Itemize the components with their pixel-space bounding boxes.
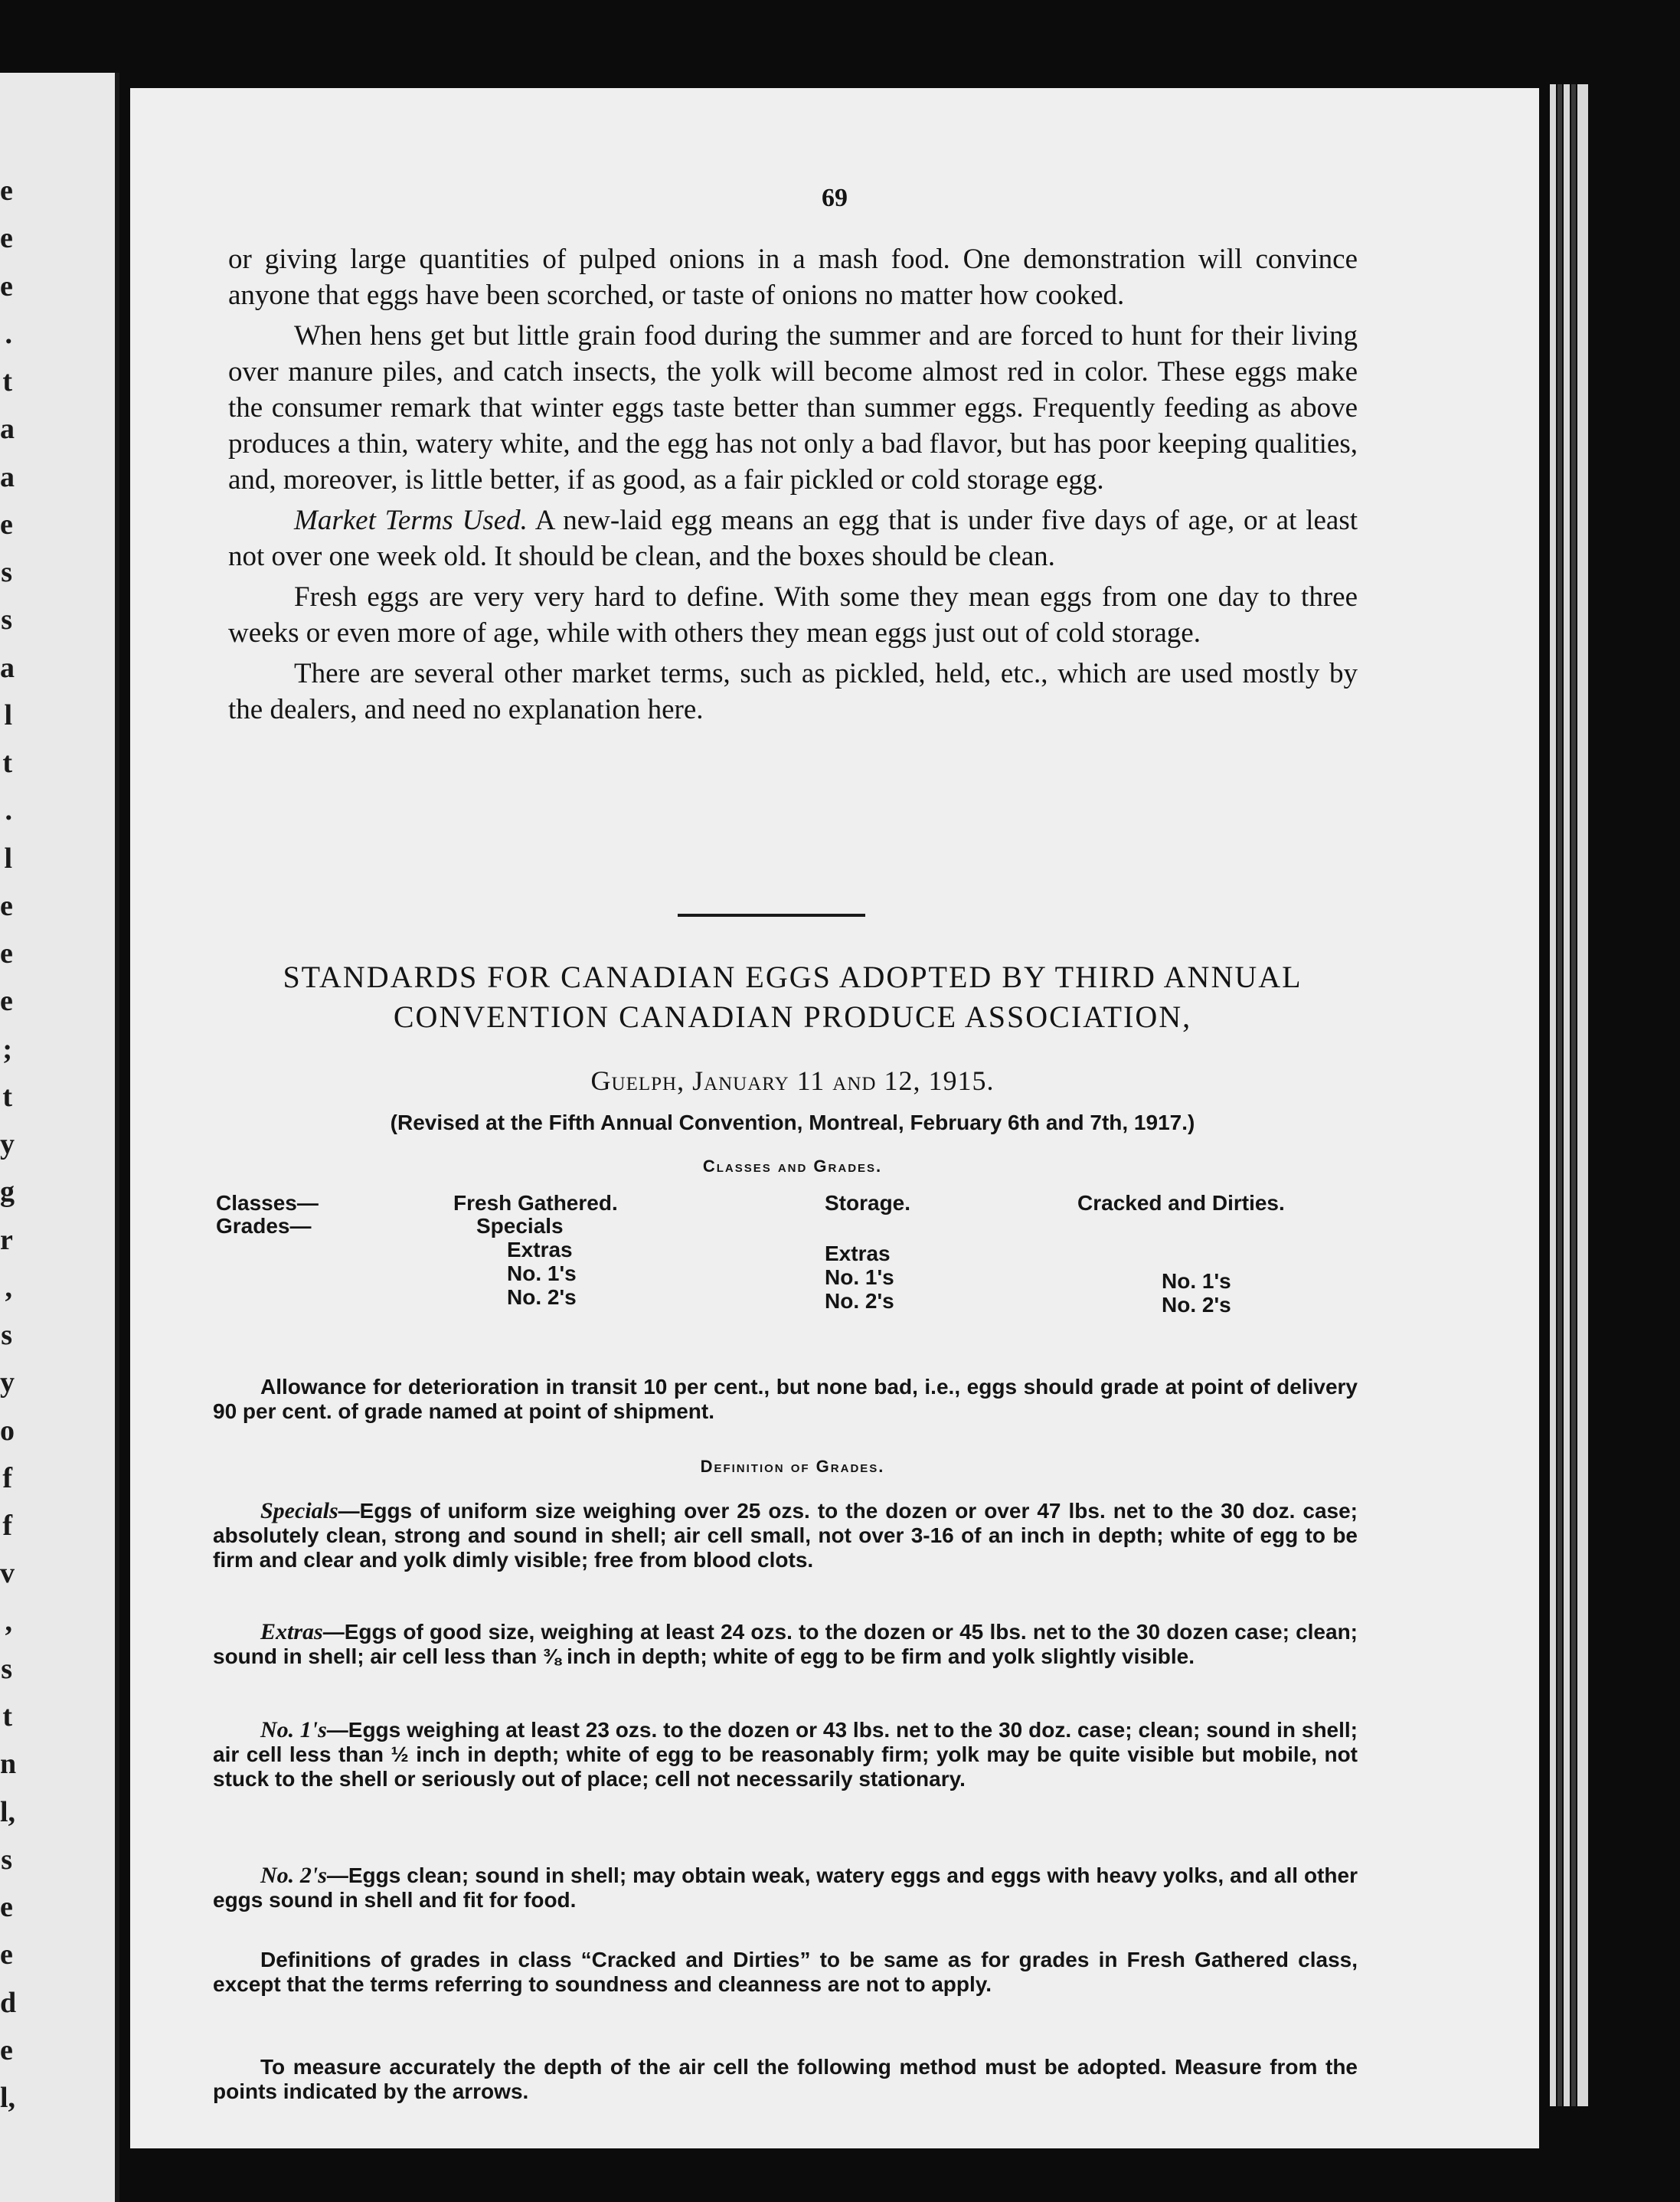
page-edge — [1550, 84, 1556, 2106]
allowance-note — [213, 1375, 1358, 1424]
left-page-fragment: t — [2, 1081, 12, 1113]
definition-term: No. 2's — [260, 1863, 327, 1888]
definition-text: —Eggs weighing at least 23 ozs. to the dozen or 43 lbs. net to the 30 doz. case; clean; sound in shell; air cell less than ½ inch in depth; white of egg to be reasonably firm; yolk may be quite visible but mobile, not stuck to the shell or seriously out of place; cell not necessarily stationary. — [213, 1718, 1358, 1791]
definition-paragraph — [213, 1620, 1358, 1669]
left-page-fragment: e — [0, 509, 13, 541]
left-page-fragment: s — [1, 1844, 12, 1876]
cracked-grade: No. 1's — [1162, 1269, 1231, 1293]
page-number: 69 — [822, 184, 848, 212]
fresh-grade: Specials — [476, 1214, 564, 1238]
left-page-fragment: e — [0, 270, 13, 303]
left-page-fragment: t — [2, 365, 12, 398]
definition-term: No. 1's — [260, 1717, 327, 1742]
fresh-grade: No. 1's — [507, 1261, 577, 1285]
left-page-fragment: n — [0, 1748, 17, 1780]
definition-term: Extras — [260, 1619, 323, 1644]
left-page-fragment: s — [1, 1653, 12, 1685]
left-page-fragment: a — [0, 652, 15, 684]
left-page-fragment: r — [0, 1224, 13, 1256]
left-page-fragment: l — [4, 699, 12, 731]
left-page-fragment: l — [4, 843, 12, 875]
left-page-fragment: e — [0, 2034, 13, 2066]
section-divider — [678, 914, 865, 917]
book-page — [130, 88, 1539, 2148]
left-page-fragment: e — [0, 985, 13, 1017]
storage-heading: Storage. — [825, 1191, 911, 1215]
standards-title-line: CONVENTION CANADIAN PRODUCE ASSOCIATION, — [393, 1000, 1192, 1034]
definition-paragraph — [213, 1863, 1358, 1912]
definition-text: —Eggs of uniform size weighing over 25 ozs. to the dozen or over 47 lbs. net to the 30 doz. case; absolutely clean, strong and sound in shell; air cell small, not over 3-16 of an inch in depth; white of egg to be firm and clear and yolk dimly visible; free from blood clots. — [213, 1499, 1358, 1572]
left-facing-page — [0, 73, 119, 2202]
grades-label: Grades— — [216, 1214, 312, 1238]
left-page-fragment: y — [0, 1366, 15, 1399]
left-page-fragment: e — [0, 222, 13, 254]
definition-term: Specials — [260, 1498, 338, 1523]
cracked-grade: No. 2's — [1162, 1293, 1231, 1317]
paragraph: There are several other market terms, such as pickled, held, etc., which are used mostly by the dealers, and need no explanation here. — [228, 658, 1358, 725]
definition-text: —Eggs of good size, weighing at least 24 ozs. to the dozen or 45 lbs. net to the 30 dozen case; clean; sound in shell; air cell less than ⅜ inch in depth; white of egg to be firm and yolk slightly visible. — [213, 1620, 1358, 1668]
cracked-dirties-note — [213, 1948, 1358, 1997]
left-page-fragment: s — [1, 556, 12, 588]
left-page-fragment: f — [2, 1462, 12, 1494]
cracked-dirties-heading: Cracked and Dirties. — [1077, 1191, 1285, 1215]
definition-no2 — [213, 1863, 1358, 1912]
standards-title — [222, 957, 1363, 1037]
left-page-fragment: t — [2, 1700, 12, 1732]
definition-paragraph — [213, 1499, 1358, 1572]
left-page-fragment: d — [0, 1987, 17, 2019]
measure-text: To measure accurately the depth of the air cell the following method must be adopted. Measure from the points indicated by the arrows. — [213, 2055, 1358, 2103]
left-page-fragment: v — [0, 1557, 15, 1589]
page-edge-shadow — [1557, 84, 1562, 2106]
left-page-fragment: , — [5, 1271, 12, 1304]
left-page-fragment: f — [2, 1510, 12, 1542]
left-page-fragment: e — [0, 1891, 13, 1923]
storage-grade: Extras — [825, 1242, 891, 1265]
left-page-fragment: t — [2, 747, 12, 779]
paragraph: When hens get but little grain food during the summer and are forced to hunt for their living over manure piles, and catch insects, the yolk will become almost red in color. These eggs make the consumer remark that winter eggs taste better than summer eggs. Frequently feeding as above produces a thin, watery white, and the egg has not only a bad flavor, but has poor keeping qualities, and, moreover, is little better, if as good, as a fair pickled or cold storage egg. — [228, 320, 1358, 496]
definition-heading: Definition of Grades. — [700, 1457, 885, 1476]
page-edge-shadow — [1571, 84, 1576, 2106]
body-text — [228, 241, 1358, 732]
standards-title-line: STANDARDS FOR CANADIAN EGGS ADOPTED BY THIRD ANNUAL — [283, 960, 1302, 994]
definition-specials — [213, 1499, 1358, 1572]
left-page-fragment: a — [0, 461, 15, 493]
standards-revised-note: (Revised at the Fifth Annual Convention, Montreal, February 6th and 7th, 1917.) — [390, 1111, 1195, 1134]
left-page-fragment: , — [5, 1605, 12, 1638]
left-page-fragment: o — [0, 1415, 15, 1447]
definition-extras — [213, 1620, 1358, 1669]
paragraph-text: A new-laid egg means an egg that is under five days of age, or at least not over one week old. It should be clean, and the boxes should be clean. — [228, 505, 1358, 572]
left-page-fragment: e — [0, 175, 13, 207]
left-page-fragment: s — [1, 1319, 12, 1351]
left-page-fragment: l, — [0, 1796, 16, 1828]
left-page-fragment: ; — [2, 1033, 12, 1065]
fresh-gathered-heading: Fresh Gathered. — [453, 1191, 618, 1215]
storage-grade: No. 2's — [825, 1289, 894, 1313]
left-page-fragment: e — [0, 937, 13, 970]
page-edge — [1564, 84, 1570, 2106]
paragraph: Fresh eggs are very very hard to define. With some they mean eggs from one day to three weeks or even more of age, while with others they mean eggs just out of cold storage. — [228, 581, 1358, 649]
paragraph — [228, 502, 1358, 574]
fresh-grade: Extras — [507, 1238, 573, 1261]
definition-paragraph — [213, 1718, 1358, 1791]
left-page-fragment: a — [0, 413, 15, 445]
page-edge — [1577, 84, 1588, 2106]
classes-heading: Classes and Grades. — [702, 1157, 883, 1176]
left-page-fragment: s — [1, 604, 12, 636]
classes-label: Classes— — [216, 1191, 319, 1215]
left-page-fragment: e — [0, 1939, 13, 1971]
grades-table — [216, 1191, 1365, 1344]
left-page-fragment: e — [0, 890, 13, 922]
storage-grade: No. 1's — [825, 1265, 894, 1289]
left-page-fragment: g — [0, 1176, 15, 1208]
cracked-dirties-text: Definitions of grades in class “Cracked and Dirties” to be same as for grades in Fresh Gathered class, except that the terms referring to soundness and cleanness are not to apply. — [213, 1948, 1358, 1996]
paragraph: or giving large quantities of pulped onions in a mash food. One demonstration will convince anyone that eggs have been scorched, or taste of onions no matter how cooked. — [228, 244, 1358, 311]
left-page-fragment: y — [0, 1128, 15, 1160]
market-terms-heading: Market Terms Used. — [294, 505, 528, 536]
left-page-fragment: . — [5, 794, 12, 826]
allowance-text: Allowance for deterioration in transit 10 per cent., but none bad, i.e., eggs should grade at point of delivery 90 per cent. of grade named at point of shipment. — [213, 1375, 1358, 1423]
left-page-fragment: . — [5, 318, 12, 350]
fresh-grade: No. 2's — [507, 1285, 577, 1309]
definition-no1 — [213, 1718, 1358, 1791]
measure-note — [213, 2055, 1358, 2104]
standards-place-date: Guelph, January 11 and 12, 1915. — [590, 1065, 995, 1096]
left-page-fragment: l, — [0, 2082, 16, 2114]
definition-text: —Eggs clean; sound in shell; may obtain weak, watery eggs and eggs with heavy yolks, and all other eggs sound in shell and fit for food. — [213, 1863, 1358, 1912]
